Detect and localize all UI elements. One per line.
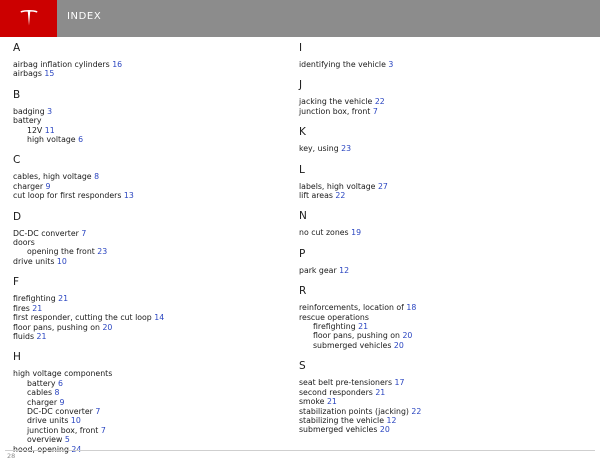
entry-text: cables xyxy=(27,388,55,398)
index-entry xyxy=(13,107,283,116)
page-reference-link[interactable]: 20 xyxy=(102,322,113,332)
section-gap xyxy=(13,79,283,88)
index-section xyxy=(13,41,283,79)
entry-text: DC-DC converter xyxy=(27,406,96,416)
section-letter: I xyxy=(299,42,303,54)
entry-text: junction box, front xyxy=(299,106,373,116)
section-letter: J xyxy=(299,79,303,92)
index-entry xyxy=(299,144,569,153)
index-entry xyxy=(299,425,569,434)
index-entry xyxy=(13,191,283,200)
index-entry xyxy=(299,416,569,425)
section-letter: L xyxy=(299,163,305,176)
index-section xyxy=(299,163,569,201)
page-reference-link[interactable]: 10 xyxy=(56,256,67,266)
entry-text: stabilizing the vehicle xyxy=(299,415,387,425)
entry-text: second responders xyxy=(299,387,376,397)
page-reference-link[interactable]: 7 xyxy=(95,406,101,416)
index-entry xyxy=(13,304,283,313)
section-letter: H xyxy=(13,351,21,364)
index-section xyxy=(13,350,283,454)
section-gap xyxy=(299,154,569,163)
entry-text: battery xyxy=(27,378,58,388)
entry-text: battery xyxy=(13,116,42,126)
page-reference-link[interactable]: 9 xyxy=(45,181,51,191)
entry-text: 12V xyxy=(27,125,45,135)
index-section xyxy=(299,247,569,275)
index-entry xyxy=(13,257,283,266)
page-reference-link[interactable]: 8 xyxy=(94,172,100,182)
page-reference-link[interactable]: 20 xyxy=(393,340,404,350)
section-letter: D xyxy=(13,210,22,223)
index-entry xyxy=(13,172,283,181)
index-entry xyxy=(299,107,569,116)
entry-text: junction box, front xyxy=(27,425,101,435)
page-reference-link[interactable]: 12 xyxy=(386,415,397,425)
section-gap xyxy=(13,201,283,210)
entry-text: airbags xyxy=(13,69,45,79)
index-entry xyxy=(13,116,283,125)
page-reference-link[interactable]: 6 xyxy=(78,135,84,145)
entry-text: overview xyxy=(27,435,65,445)
index-section xyxy=(299,284,569,350)
page-reference-link[interactable]: 20 xyxy=(379,425,390,435)
page-reference-link[interactable]: 14 xyxy=(154,313,165,323)
page-reference-link[interactable]: 23 xyxy=(97,247,108,257)
entry-text: identifying the vehicle xyxy=(299,60,389,69)
entry-text: airbag inflation cylinders xyxy=(13,60,113,69)
index-section xyxy=(299,41,569,69)
section-letter: B xyxy=(13,88,21,101)
page-header xyxy=(0,0,600,37)
entry-text: drive units xyxy=(27,416,71,426)
entry-text: no cut zones xyxy=(299,228,352,238)
index-subentry xyxy=(13,126,283,135)
page-reference-link[interactable]: 18 xyxy=(406,303,417,313)
index-subentry xyxy=(13,135,283,144)
section-gap xyxy=(299,200,569,209)
entry-text: opening the front xyxy=(27,247,98,257)
footer-divider xyxy=(5,450,595,451)
page-reference-link[interactable]: 13 xyxy=(123,191,134,201)
section-gap xyxy=(13,341,283,350)
page-reference-link[interactable]: 17 xyxy=(394,378,405,388)
section-letter: C xyxy=(13,154,21,167)
section-gap xyxy=(299,69,569,78)
entry-text: rescue operations xyxy=(299,312,369,322)
index-entry xyxy=(13,182,283,191)
page-reference-link[interactable]: 20 xyxy=(402,331,413,341)
page-reference-link[interactable]: 21 xyxy=(36,331,47,341)
section-letter: N xyxy=(299,210,307,223)
entry-text: reinforcements, location of xyxy=(299,303,407,313)
entry-text: labels, high voltage xyxy=(299,181,378,191)
page-reference-link[interactable]: 5 xyxy=(64,435,70,445)
entry-text: fluids xyxy=(13,331,37,341)
index-section xyxy=(13,210,283,267)
entry-text: floor pans, pushing on xyxy=(313,331,403,341)
index-subentry xyxy=(13,247,283,256)
page-title: INDEX xyxy=(67,11,102,22)
index-entry xyxy=(299,191,569,200)
page-reference-link[interactable]: 19 xyxy=(351,228,362,238)
section-gap xyxy=(299,238,569,247)
page-reference-link[interactable]: 21 xyxy=(358,322,369,332)
index-subentry xyxy=(13,435,283,444)
index-entry xyxy=(13,60,283,69)
page-reference-link[interactable]: 3 xyxy=(47,106,53,116)
index-subentry xyxy=(13,379,283,388)
entry-text: lift areas xyxy=(299,191,336,201)
entry-text: firefighting xyxy=(13,294,59,304)
entry-text: DC-DC converter xyxy=(13,228,82,238)
page-reference-link[interactable]: 10 xyxy=(70,416,81,426)
section-letter: S xyxy=(299,360,306,373)
page-reference-link[interactable]: 11 xyxy=(44,125,55,135)
index-subentry xyxy=(13,426,283,435)
section-letter: P xyxy=(299,247,306,260)
brand-logo xyxy=(0,0,57,37)
index-entry xyxy=(13,313,283,322)
entry-text: key, using xyxy=(299,144,342,154)
index-subentry xyxy=(299,331,569,340)
index-entry xyxy=(299,228,569,237)
index-column-left xyxy=(13,41,283,463)
section-letter: A xyxy=(13,42,21,54)
page-reference-link[interactable]: 7 xyxy=(372,106,378,116)
section-gap xyxy=(299,275,569,284)
page-number: 28 xyxy=(7,452,16,460)
entry-text: doors xyxy=(13,238,35,248)
page-reference-link[interactable]: 9 xyxy=(59,397,65,407)
entry-text: cables, high voltage xyxy=(13,172,95,182)
page-reference-link[interactable]: 22 xyxy=(335,191,346,201)
section-gap xyxy=(299,350,569,359)
entry-text: submerged vehicles xyxy=(299,425,380,435)
tesla-logo-icon xyxy=(19,9,39,29)
index-entry xyxy=(13,294,283,303)
index-section xyxy=(299,78,569,116)
index-subentry xyxy=(13,398,283,407)
entry-text: smoke xyxy=(299,397,327,407)
section-gap xyxy=(13,144,283,153)
entry-text: drive units xyxy=(13,256,57,266)
entry-text: first responder, cutting the cut loop xyxy=(13,313,155,323)
index-entry xyxy=(13,369,283,378)
page-reference-link[interactable]: 23 xyxy=(341,144,352,154)
index-entry xyxy=(299,313,569,322)
page-reference-link[interactable]: 21 xyxy=(58,294,69,304)
index-entry xyxy=(299,388,569,397)
section-letter: R xyxy=(299,285,307,298)
page-reference-link[interactable]: 27 xyxy=(377,181,388,191)
index-entry xyxy=(299,60,569,69)
index-entry xyxy=(13,229,283,238)
index-entry xyxy=(299,182,569,191)
entry-text: high voltage xyxy=(27,135,79,145)
index-entry xyxy=(13,69,283,78)
index-subentry xyxy=(299,341,569,350)
entry-text: charger xyxy=(27,397,60,407)
index-column-right xyxy=(299,41,569,444)
index-section xyxy=(13,88,283,145)
index-entry xyxy=(299,378,569,387)
index-subentry xyxy=(299,322,569,331)
page-reference-link[interactable]: 21 xyxy=(326,397,337,407)
index-subentry xyxy=(13,388,283,397)
section-gap xyxy=(13,266,283,275)
page-reference-link[interactable]: 8 xyxy=(54,388,60,398)
page-reference-link[interactable]: 22 xyxy=(411,406,422,416)
index-section xyxy=(13,275,283,341)
page-reference-link[interactable]: 7 xyxy=(81,228,87,238)
page-reference-link[interactable]: 21 xyxy=(32,303,43,313)
index-section xyxy=(13,153,283,200)
entry-text: firefighting xyxy=(313,322,359,332)
index-entry xyxy=(13,323,283,332)
entry-text: jacking the vehicle xyxy=(299,97,375,107)
page-reference-link[interactable]: 3 xyxy=(388,60,394,69)
entry-text: high voltage components xyxy=(13,369,113,379)
index-entry xyxy=(299,97,569,106)
page-reference-link[interactable]: 16 xyxy=(112,60,123,69)
index-subentry xyxy=(13,416,283,425)
index-section xyxy=(299,125,569,153)
entry-text: stabilization points (jacking) xyxy=(299,406,412,416)
entry-text: fires xyxy=(13,303,33,313)
index-entry xyxy=(299,397,569,406)
index-section xyxy=(299,359,569,434)
index-entry xyxy=(299,407,569,416)
index-entry xyxy=(299,303,569,312)
page-reference-link[interactable]: 12 xyxy=(339,265,350,275)
page-reference-link[interactable]: 21 xyxy=(375,387,386,397)
entry-text: submerged vehicles xyxy=(313,340,394,350)
index-subentry xyxy=(13,407,283,416)
index-entry xyxy=(13,238,283,247)
entry-text: floor pans, pushing on xyxy=(13,322,103,332)
index-entry xyxy=(299,266,569,275)
page-reference-link[interactable]: 7 xyxy=(100,425,106,435)
section-letter: K xyxy=(299,126,306,139)
entry-text: badging xyxy=(13,106,48,116)
page-reference-link[interactable]: 6 xyxy=(57,378,63,388)
section-gap xyxy=(299,116,569,125)
entry-text: seat belt pre-tensioners xyxy=(299,378,395,388)
section-letter: F xyxy=(13,276,20,289)
entry-text: park gear xyxy=(299,265,340,275)
index-section xyxy=(299,209,569,237)
section-gap xyxy=(299,435,569,444)
index-entry xyxy=(13,332,283,341)
entry-text: cut loop for first responders xyxy=(13,191,124,201)
section-gap xyxy=(13,454,283,463)
page-reference-link[interactable]: 15 xyxy=(44,69,55,79)
entry-text: charger xyxy=(13,181,46,191)
page-reference-link[interactable]: 22 xyxy=(374,97,385,107)
